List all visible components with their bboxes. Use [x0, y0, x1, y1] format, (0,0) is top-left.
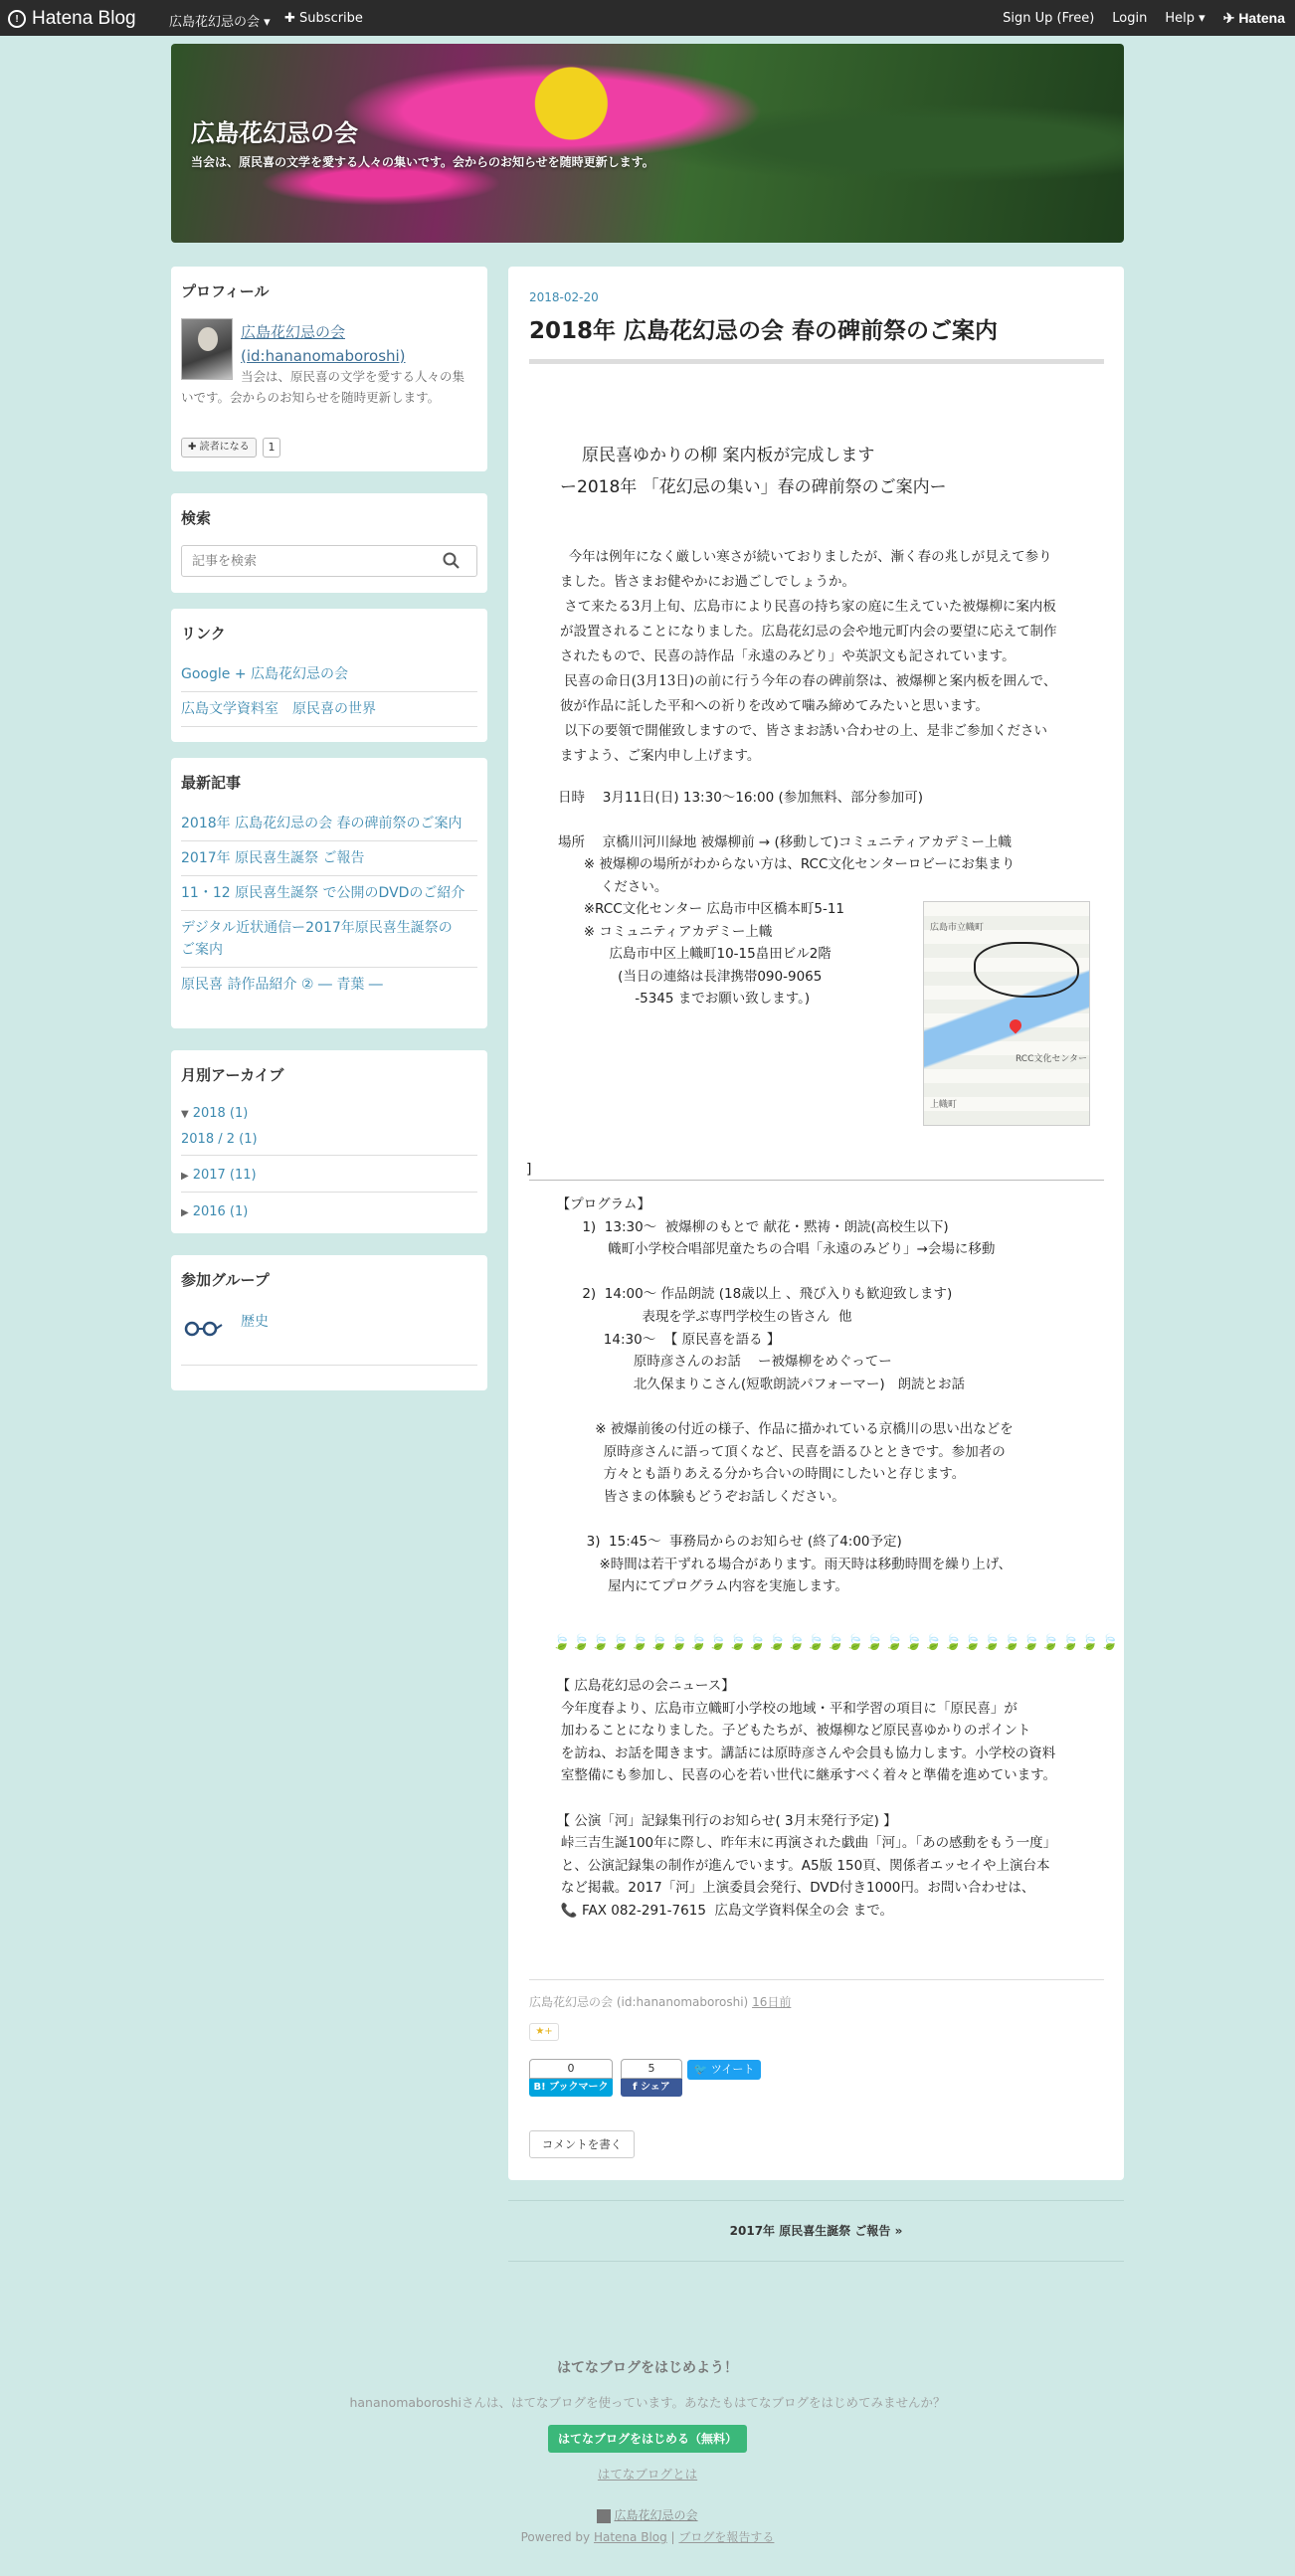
start-hatena-blog-button[interactable]: はてなブログをはじめる（無料） — [548, 2425, 747, 2453]
lead-heading-1: 原民喜ゆかりの柳 案内板が完成します — [582, 446, 875, 465]
links-heading: リンク — [181, 625, 226, 643]
entry-author — [529, 1993, 791, 2010]
next-entry-pager — [508, 2200, 1124, 2262]
handwritten-annotation — [974, 942, 1079, 998]
blog-icon — [597, 2509, 611, 2523]
map-image[interactable]: 広島市立幟町 RCC文化センター 上幟町 — [923, 901, 1090, 1126]
archive-heading: 月別アーカイブ — [181, 1066, 284, 1084]
link-bungaku-shiryoshitsu[interactable]: 広島文学資料室 原民喜の世界 — [181, 692, 477, 727]
search-input[interactable] — [181, 545, 477, 577]
archive-year-2018[interactable]: ▼ 2018 (1) — [181, 1106, 249, 1121]
search-icon[interactable] — [440, 551, 463, 571]
groups-module — [171, 1255, 487, 1390]
hatena-link[interactable]: ✈ Hatena — [1222, 10, 1285, 26]
blog-description: 当会は、原民喜の文学を愛する人々の集いです。会からのお知らせを随時更新します。 — [191, 155, 654, 169]
search-heading: 検索 — [181, 509, 212, 527]
chevron-right-icon: ▶ — [181, 1207, 189, 1218]
divider — [529, 1180, 1104, 1181]
add-star-button[interactable] — [529, 2023, 559, 2041]
intro-paragraph: 今年は例年になく厳しい寒さが続いておりましたが、漸く春の兆しが見えて参り ました。皆さまお健やかにお過ごしでしょうか。 さて来たる3月上旬、広島市により民喜の持ち家の庭に生えていた被爆柳に案内板 が設置されることになりました。広島花幻忌の会や地元町内会の要望に応えて制作 されたもので、民喜の詩作品「永遠のみどり」や英訳文も記されています。 民喜の命日(3月13日)の前に行う今年の春の碑前祭は、被爆柳と案内板を囲んで、 彼が作品に託した平和への祈りを改めて噛み締めてみたいと思います。 以下の要領で開催致しますので、皆さまお誘い合わせの上、是非ご参加ください ますよう、ご案内申し上げます。 — [560, 549, 1057, 764]
chevron-right-icon: ▶ — [181, 1171, 189, 1182]
entry-date[interactable]: 2018-02-20 — [529, 290, 599, 304]
about-hatena-blog-link[interactable]: はてなブログとは — [597, 2467, 698, 2482]
recent-entry-link[interactable]: 11・12 原民喜生誕祭 で公開のDVDのご紹介 — [181, 876, 477, 911]
signup-link[interactable]: Sign Up (Free) — [1003, 11, 1095, 26]
recent-entry-link[interactable]: デジタル近状通信ー2017年原民喜生誕祭の ご案内 — [181, 911, 477, 968]
powered-by: Powered by Hatena Blog | ブログを報告する — [520, 2530, 775, 2544]
hatena-bird-icon: ✈ — [1222, 10, 1235, 26]
link-google-plus[interactable]: Google + 広島花幻忌の会 — [181, 657, 477, 692]
program-section: 【プログラム】 1) 13:30〜 被爆柳のもとで 献花・黙祷・朗読(高校生以下) 幟町小学校合唱部児童たちの合唱「永遠のみどり」→会場に移動 2) 14:00〜 作品朗読 (18歳以上 、飛び入りも歓迎致します) 表現を学ぶ専門学校生の皆さん 他 14:30〜 【 原民喜を語る 】 原時彦さんのお話 ー被爆柳をめぐってー 北久保まりこさん(短歌朗読パフォーマー) 朗読とお話 ※ 被爆前後の付近の様子、作品に描かれている京橋川の思い出などを 原時彦さんに語って頂くなど、民喜を語るひとときです。参加者の 方々とも語りあえる分かち合いの時間にしたいと存じます。 皆さまの体験もどうぞお話しください。 3) 15:45〜 事務局からのお知らせ (終了4:00予定) ※時間は若干ずれる場合があります。雨天時は移動時間を繰り上げ、 屋内にてプログラム内容を実施します。 — [556, 1196, 1014, 1595]
divider — [181, 1365, 477, 1366]
archive-year-2017[interactable]: ▶ 2017 (11) — [181, 1156, 477, 1193]
subscribe-reader-button[interactable]: ✚ 読者になる — [181, 438, 257, 458]
blog-menu-dropdown[interactable]: 広島花幻忌の会 ▾ — [169, 15, 271, 30]
facebook-share[interactable] — [621, 2059, 682, 2097]
report-blog-link[interactable]: ブログを報告する — [678, 2530, 775, 2544]
event-date-line: 日時 3月11日(日) 13:30〜16:00 (参加無料、部分参加可) — [558, 790, 924, 806]
leaf-divider: 🍃🍃🍃🍃🍃🍃🍃🍃🍃🍃🍃🍃🍃🍃🍃🍃🍃🍃🍃🍃🍃🍃🍃🍃🍃🍃🍃🍃🍃 — [552, 1633, 1120, 1651]
plus-icon: ✚ — [188, 442, 197, 453]
profile-name-link[interactable]: 広島花幻忌の会 (id:hananomaboroshi) — [241, 323, 406, 365]
tweet-button[interactable]: 🐦 ツイート — [687, 2060, 761, 2080]
help-dropdown[interactable]: Help ▾ — [1165, 11, 1205, 26]
search-module — [171, 493, 487, 593]
recent-entry-link[interactable]: 2017年 原民喜生誕祭 ご報告 — [181, 841, 477, 876]
next-entry-link[interactable]: 2017年 原民喜生誕祭 ご報告 » — [729, 2224, 903, 2238]
glasses-icon[interactable] — [183, 1317, 223, 1337]
entry-time-link[interactable]: 16日前 — [752, 1995, 792, 2009]
blog-header-image — [171, 44, 1124, 243]
stray-bracket: ] — [526, 1162, 532, 1178]
links-module — [171, 609, 487, 742]
star-icon: ★+ — [535, 2026, 553, 2037]
archive-year-2016[interactable]: ▶ 2016 (1) — [181, 1204, 249, 1219]
chevron-down-icon: ▼ — [181, 1109, 189, 1120]
divider — [529, 1979, 1104, 1980]
archive-month-2018-02[interactable]: 2018 / 2 (1) — [181, 1125, 477, 1156]
promo-description: hananomaboroshiさんは、はてなブログを使っています。あなたもはてなブログをはじめてみませんか？ — [349, 2395, 946, 2410]
profile-description: 当会は、原民喜の文学を愛する人々の集いです。会からのお知らせを随時更新します。 — [181, 369, 465, 405]
profile-module — [171, 267, 487, 471]
login-link[interactable]: Login — [1112, 11, 1148, 26]
hatena-bookmark-button[interactable]: B! ブックマーク — [529, 2079, 613, 2097]
bookmark-count: 0 — [529, 2059, 613, 2079]
recent-entry-link[interactable]: 原民喜 詩作品紹介 ② ― 青葉 ― — [181, 977, 383, 993]
map-pin-icon — [1008, 1017, 1024, 1034]
author-link[interactable]: 広島花幻忌の会 (id:hananomaboroshi) — [529, 1995, 749, 2009]
recent-heading: 最新記事 — [181, 774, 242, 792]
facebook-count: 5 — [621, 2059, 682, 2079]
profile-heading: プロフィール — [181, 282, 270, 300]
recent-entries-module — [171, 758, 487, 1028]
plus-icon: ✚ — [284, 11, 295, 26]
article-entry — [508, 267, 1124, 2180]
entry-title[interactable]: 2018年 広島花幻忌の会 春の碑前祭のご案内 — [529, 312, 1104, 364]
global-header — [0, 0, 1295, 36]
group-link-history[interactable]: 歴史 — [241, 1314, 269, 1330]
footer-blog-link[interactable]: 広島花幻忌の会 — [0, 2506, 1295, 2523]
subscribe-button[interactable]: ✚ Subscribe — [284, 11, 363, 26]
news-section: 【 広島花幻忌の会ニュース】 今年度春より、広島市立幟町小学校の地域・平和学習の項目に「原民喜」が 加わることになりました。子どもたちが、被爆柳など原民喜ゆかりのポイント を訪ね、お話を聞きます。講話には原時彦さんや会員も協力します。小学校の資料 室整備にも参加し、民喜の心を若い世代に継承すべく着々と準備を進めています。 【 公演「河」記録集刊行のお知らせ( 3月末発行予定) 】 峠三吉生誕100年に際し、昨年末に再演された戯曲「河」。「あの感動をもう一度」 と、公演記録集の制作が進んでいます。A5版 150頁、関係者エッセイや上演台本 など掲載。2017「河」上演委員会発行、DVD付き1000円。お問い合わせは、 📞 FAX 082-291-7615 広島文学資料保全の会 まで。 — [556, 1678, 1057, 1919]
hatena-logo-icon: ! — [8, 10, 26, 28]
promo-title: はてなブログをはじめよう！ — [557, 2360, 738, 2376]
event-place-detail: ※ 被爆柳の場所がわからない方は、RCC文化センターロビーにお集まり ください。 ※RCC文化センター 広島市中区橋本町5-11 ※ コミュニティアカデミー上幟 広島市中区上幟町10-15畠田ビル2階 (当日の連絡は長津携帯090-9065 -5345 までお願い致します。) — [583, 856, 1016, 1007]
hatena-blog-link[interactable]: Hatena Blog — [593, 2530, 667, 2544]
event-place-line: 場所 京橋川河川緑地 被爆柳前 → (移動して)コミュニティアカデミー上幟 — [558, 834, 1013, 850]
archive-module — [171, 1050, 487, 1233]
blog-title[interactable]: 広島花幻忌の会 — [191, 119, 358, 147]
recent-entry-link[interactable]: 2018年 広島花幻忌の会 春の碑前祭のご案内 — [181, 807, 477, 841]
reader-count: 1 — [263, 438, 280, 458]
facebook-share-button[interactable]: f シェア — [621, 2079, 682, 2097]
hatena-bookmark-share[interactable] — [529, 2059, 613, 2097]
groups-heading: 参加グループ — [181, 1271, 270, 1289]
write-comment-button[interactable]: コメントを書く — [529, 2130, 635, 2158]
hatena-blog-logo[interactable]: ! Hatena Blog — [8, 8, 136, 30]
lead-heading-2: ー2018年 「花幻忌の集い」春の碑前祭のご案内ー — [560, 477, 947, 497]
